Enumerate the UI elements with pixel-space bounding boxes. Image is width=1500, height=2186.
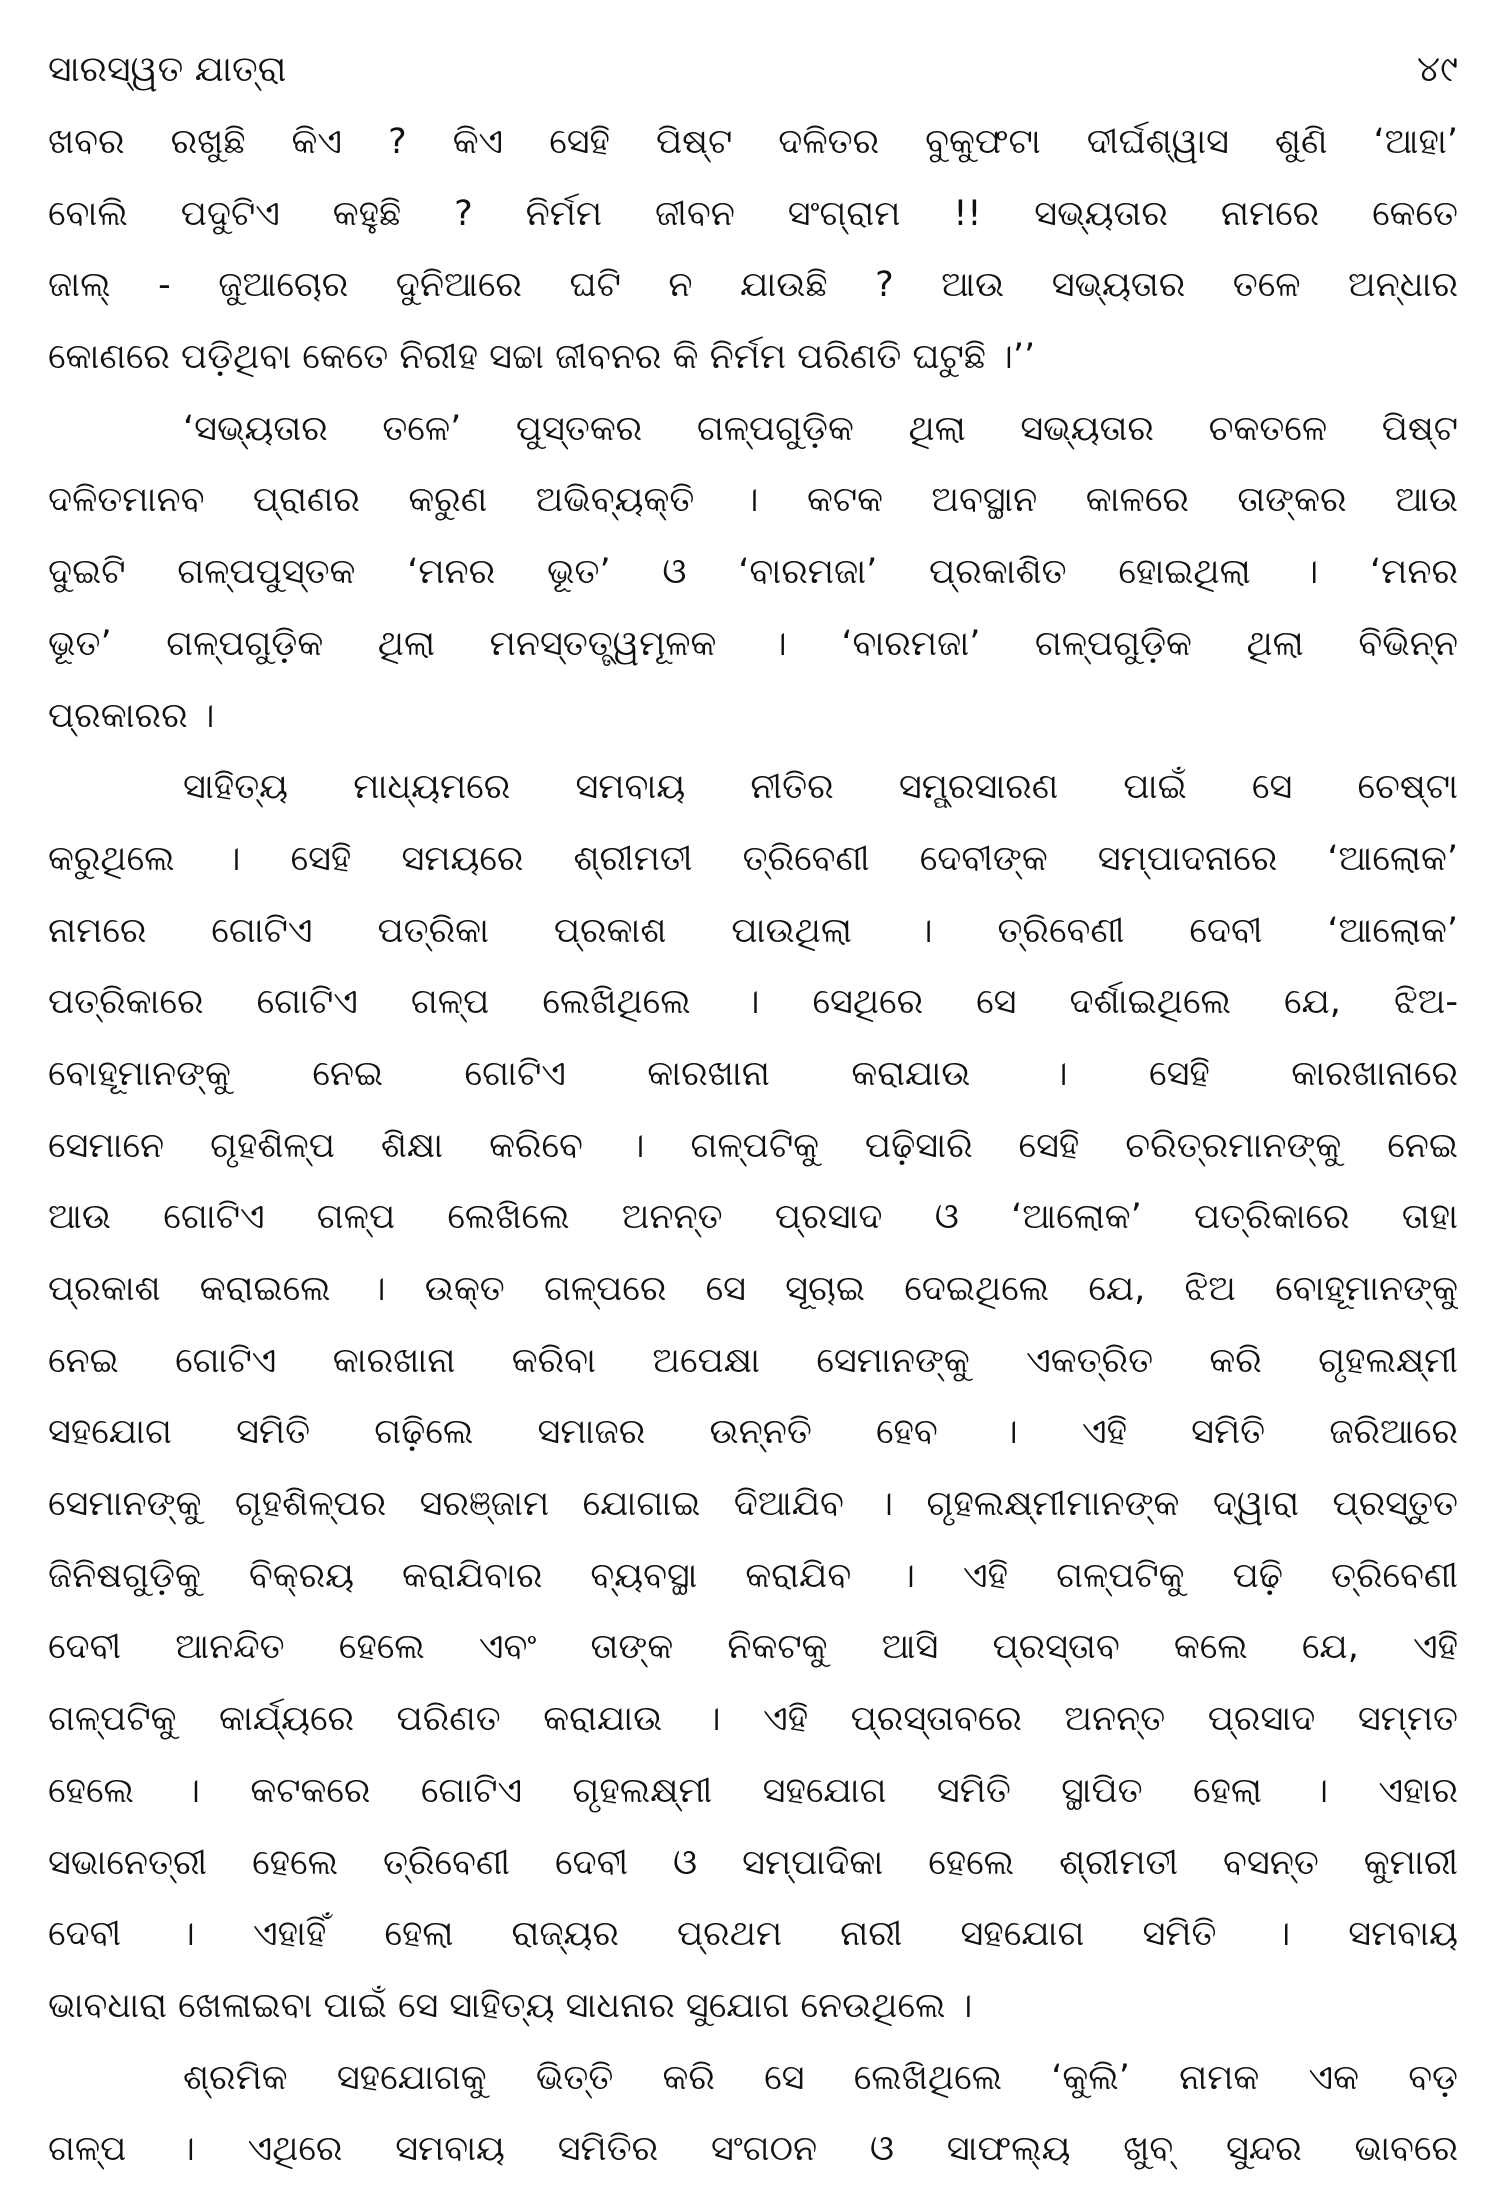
text-line: ସେମାନଙ୍କୁ ଗୃହଶିଳ୍ପର ସରଞ୍ଜାମ ଯୋଗାଇ ଦିଆଯିବ । ଗୃହଲକ୍ଷ୍ମୀମାନଙ୍କ ଦ୍ୱାରା ପ୍ରସ୍ତୁତ xyxy=(48,1484,1458,1525)
text-line: ଖବର ରଖୁଛି କିଏ ? କିଏ ସେହି ପିଷ୍ଟ ଦଳିତର ବୁକୁଫଟା ଦୀର୍ଘଶ୍ୱାସ ଶୁଣି ‘ଆହା’ xyxy=(48,122,1458,162)
text-line: ସଭାନେତ୍ରୀ ହେଲେ ତ୍ରିବେଣୀ ଦେବୀ ଓ ସମ୍ପାଦିକା ହେଲେ ଶ୍ରୀମତୀ ବସନ୍ତ କୁମାରୀ xyxy=(48,1842,1458,1883)
text-line: ଦେବୀ ଆନନ୍ଦିତ ହେଲେ ଏବଂ ତାଙ୍କ ନିକଟକୁ ଆସି ପ୍ରସ୍ତାବ କଲେ ଯେ, ଏହି xyxy=(48,1627,1458,1668)
text-line: ଜିନିଷଗୁଡ଼ିକୁ ବିକ୍ରୟ କରାଯିବାର ବ୍ୟବସ୍ଥା କରାଯିବ । ଏହି ଗଳ୍ପଟିକୁ ପଢ଼ି ତ୍ରିବେଣୀ xyxy=(48,1555,1458,1596)
text-line: ହେଲେ । କଟକରେ ଗୋଟିଏ ଗୃହଲକ୍ଷ୍ମୀ ସହଯୋଗ ସମିତି ସ୍ଥାପିତ ହେଲା । ଏହାର xyxy=(48,1770,1458,1811)
text-line: କରୁଥିଲେ । ସେହି ସମୟରେ ଶ୍ରୀମତୀ ତ୍ରିବେଣୀ ଦେବୀଙ୍କ ସମ୍ପାଦନାରେ ‘ଆଲୋକ’ xyxy=(48,838,1458,879)
text-line: ବୋହୂମାନଙ୍କୁ ନେଇ ଗୋଟିଏ କାରଖାନା କରାଯାଉ । ସେହି କାରଖାନାରେ xyxy=(48,1053,1458,1094)
text-line: ଦୁଇଟି ଗଳ୍ପପୁସ୍ତକ ‘ମନର ଭୂତ’ ଓ ‘ବାରମଜା’ ପ୍ରକାଶିତ ହୋଇଥିଲା । ‘ମନର xyxy=(48,552,1458,593)
body-text xyxy=(48,107,1458,2186)
text-line: ଆଉ ଗୋଟିଏ ଗଳ୍ପ ଲେଖିଲେ ଅନନ୍ତ ପ୍ରସାଦ ଓ ‘ଆଲୋକ’ ପତ୍ରିକାରେ ତାହା xyxy=(48,1197,1458,1238)
text-line: ଦଳିତମାନବ ପ୍ରାଣର କରୁଣ ଅଭିବ୍ୟକ୍ତି । କଟକ ଅବସ୍ଥାନ କାଳରେ ତାଙ୍କର ଆଉ xyxy=(48,480,1458,521)
text-line: ବୋଲି ପଦୁଟିଏ କହୁଛି ? ନିର୍ମମ ଜୀବନ ସଂଗ୍ରାମ !! ସଭ୍ୟତାର ନାମରେ କେତେ xyxy=(48,193,1458,234)
text-line: ଗଳ୍ପଟିକୁ କାର୍ଯ୍ୟରେ ପରିଣତ କରାଯାଉ । ଏହି ପ୍ରସ୍ତାବରେ ଅନନ୍ତ ପ୍ରସାଦ ସମ୍ମତ xyxy=(48,1699,1458,1740)
text-line: ପ୍ରକାଶ କରାଇଲେ । ଉକ୍ତ ଗଳ୍ପରେ ସେ ସୂଚାଇ ଦେଇଥିଲେ ଯେ, ଝିଅ ବୋହୂମାନଙ୍କୁ xyxy=(48,1269,1458,1309)
text-line: ଜାଲ୍ - ଜୁଆଚୋର ଦୁନିଆରେ ଘଟି ନ ଯାଉଛି ? ଆଉ ସଭ୍ୟତାର ତଳେ ଅନ୍ଧାର xyxy=(48,265,1458,306)
text-line: କୋଣରେ ପଡ଼ିଥିବା କେତେ ନିରୀହ ସଚ୍ଚା ଜୀବନର କି ନିର୍ମମ ପରିଣତି ଘଟୁଛି ।’’ xyxy=(48,337,1036,378)
text-line: ସାହିତ୍ୟ ମାଧ୍ୟମରେ ସମବାୟ ନୀତିର ସମ୍ପ୍ରସାରଣ ପାଇଁ ସେ ଚେଷ୍ଟା xyxy=(183,767,1458,808)
text-line: ପ୍ରକାରର । xyxy=(48,695,215,736)
text-line: ସହଯୋଗ ସମିତି ଗଢ଼ିଲେ ସମାଜର ଉନ୍ନତି ହେବ । ଏହି ସମିତି ଜରିଆରେ xyxy=(48,1412,1458,1453)
text-line: ନାମରେ ଗୋଟିଏ ପତ୍ରିକା ପ୍ରକାଶ ପାଉଥିଲା । ତ୍ରିବେଣୀ ଦେବୀ ‘ଆଲୋକ’ xyxy=(48,910,1458,951)
page-header xyxy=(48,40,1458,100)
text-line: ‘ସଭ୍ୟତାର ତଳେ’ ପୁସ୍ତକର ଗଳ୍ପଗୁଡ଼ିକ ଥିଲା ସଭ୍ୟତାର ଚକତଳେ ପିଷ୍ଟ xyxy=(183,408,1458,449)
text-line: ନେଇ ଗୋଟିଏ କାରଖାନା କରିବା ଅପେକ୍ଷା ସେମାନଙ୍କୁ ଏକତ୍ରିତ କରି ଗୃହଲକ୍ଷ୍ମୀ xyxy=(48,1340,1458,1381)
running-title: ସାରସ୍ୱତ ଯାତ୍ରା xyxy=(48,49,287,90)
text-line: ଭୂତ’ ଗଳ୍ପଗୁଡ଼ିକ ଥିଲା ମନସ୍ତତ୍ତ୍ୱମୂଳକ । ‘ବାରମଜା’ ଗଳ୍ପଗୁଡ଼ିକ ଥିଲା ବିଭିନ୍ନ xyxy=(48,623,1458,664)
text-line: ଦେବୀ । ଏହାହିଁ ହେଲା ରାଜ୍ୟର ପ୍ରଥମ ନାରୀ ସହଯୋଗ ସମିତି । ସମବାୟ xyxy=(48,1914,1458,1955)
text-line: ଭାବଧାରା ଖେଳାଇବା ପାଇଁ ସେ ସାହିତ୍ୟ ସାଧନାର ସୁଯୋଗ ନେଉଥିଲେ । xyxy=(48,1985,973,2026)
text-line: ଗଳ୍ପ । ଏଥିରେ ସମବାୟ ସମିତିର ସଂଗଠନ ଓ ସାଫଲ୍ୟ ଖୁବ୍ ସୁନ୍ଦର ଭାବରେ xyxy=(48,2129,1458,2170)
text-line: ଶ୍ରମିକ ସହଯୋଗକୁ ଭିତ୍ତି କରି ସେ ଲେଖିଥିଲେ ‘କୁଲି’ ନାମକ ଏକ ବଡ଼ xyxy=(183,2057,1458,2098)
page-number: ୪୯ xyxy=(1417,49,1458,90)
text-line: ପତ୍ରିକାରେ ଗୋଟିଏ ଗଳ୍ପ ଲେଖିଥିଲେ । ସେଥିରେ ସେ ଦର୍ଶାଇଥିଲେ ଯେ, ଝିଅ- xyxy=(48,982,1458,1023)
text-line: ସେମାନେ ଗୃହଶିଳ୍ପ ଶିକ୍ଷା କରିବେ । ଗଳ୍ପଟିକୁ ପଢ଼ିସାରି ସେହି ଚରିତ୍ରମାନଙ୍କୁ ନେଇ xyxy=(48,1125,1458,1166)
